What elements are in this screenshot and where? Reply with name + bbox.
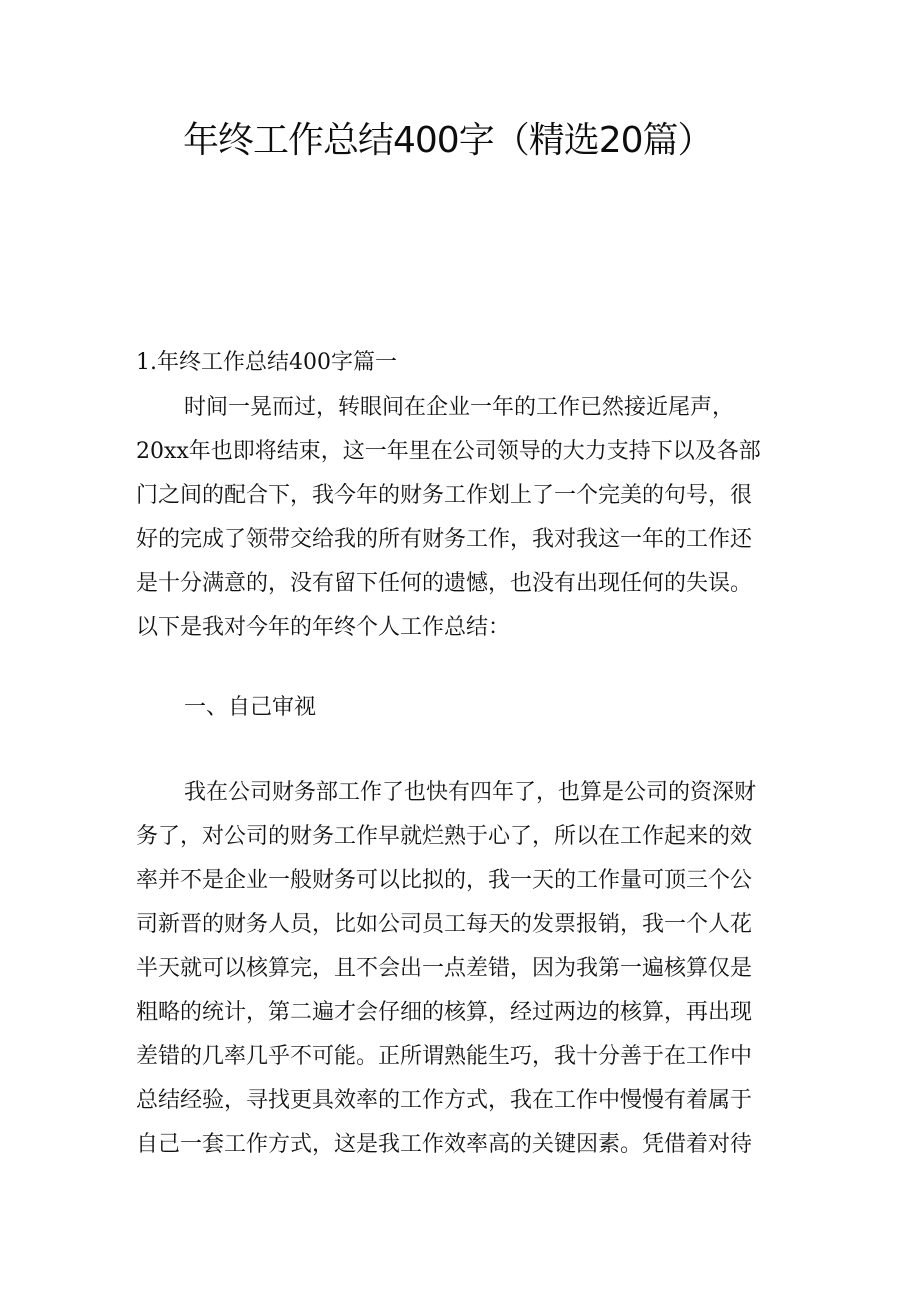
paragraph-2 [136, 771, 796, 1167]
paragraph-line: 我在公司财务部工作了也快有四年了，也算是公司的资深财 [184, 780, 757, 805]
subsection-heading: 一、自己审视 [184, 695, 317, 720]
paragraph-line: 差错的几率几乎不可能。正所谓熟能生巧，我十分善于在工作中 [136, 1044, 753, 1069]
paragraph-line: 以下是我对今年的年终个人工作总结： [136, 615, 511, 640]
document-title: 年终工作总结400字（精选20篇） [183, 120, 713, 161]
paragraph-1 [136, 386, 796, 650]
paragraph-line: 务了，对公司的财务工作早就烂熟于心了，所以在工作起来的效 [136, 824, 753, 849]
paragraph-line: 自己一套工作方式，这是我工作效率高的关键因素。凭借着对待 [136, 1132, 753, 1157]
paragraph-line: 20xx年也即将结束，这一年里在公司领导的大力支持下以及各部 [136, 439, 761, 464]
paragraph-line: 门之间的配合下，我今年的财务工作划上了一个完美的句号，很 [136, 483, 753, 508]
paragraph-line: 时间一晃而过，转眼间在企业一年的工作已然接近尾声， [184, 395, 735, 420]
paragraph-line: 总结经验，寻找更具效率的工作方式，我在工作中慢慢有着属于 [136, 1088, 753, 1113]
section-heading: 1.年终工作总结400字篇一 [136, 350, 397, 375]
paragraph-line: 率并不是企业一般财务可以比拟的，我一天的工作量可顶三个公 [136, 868, 753, 893]
paragraph-line: 半天就可以核算完，且不会出一点差错，因为我第一遍核算仅是 [136, 956, 753, 981]
paragraph-line: 司新晋的财务人员，比如公司员工每天的发票报销，我一个人花 [136, 912, 753, 937]
paragraph-line: 好的完成了领带交给我的所有财务工作，我对我这一年的工作还 [136, 527, 753, 552]
paragraph-line: 是十分满意的，没有留下任何的遗憾，也没有出现任何的失误。 [136, 571, 753, 596]
paragraph-line: 粗略的统计，第二遍才会仔细的核算，经过两边的核算，再出现 [136, 1000, 753, 1025]
